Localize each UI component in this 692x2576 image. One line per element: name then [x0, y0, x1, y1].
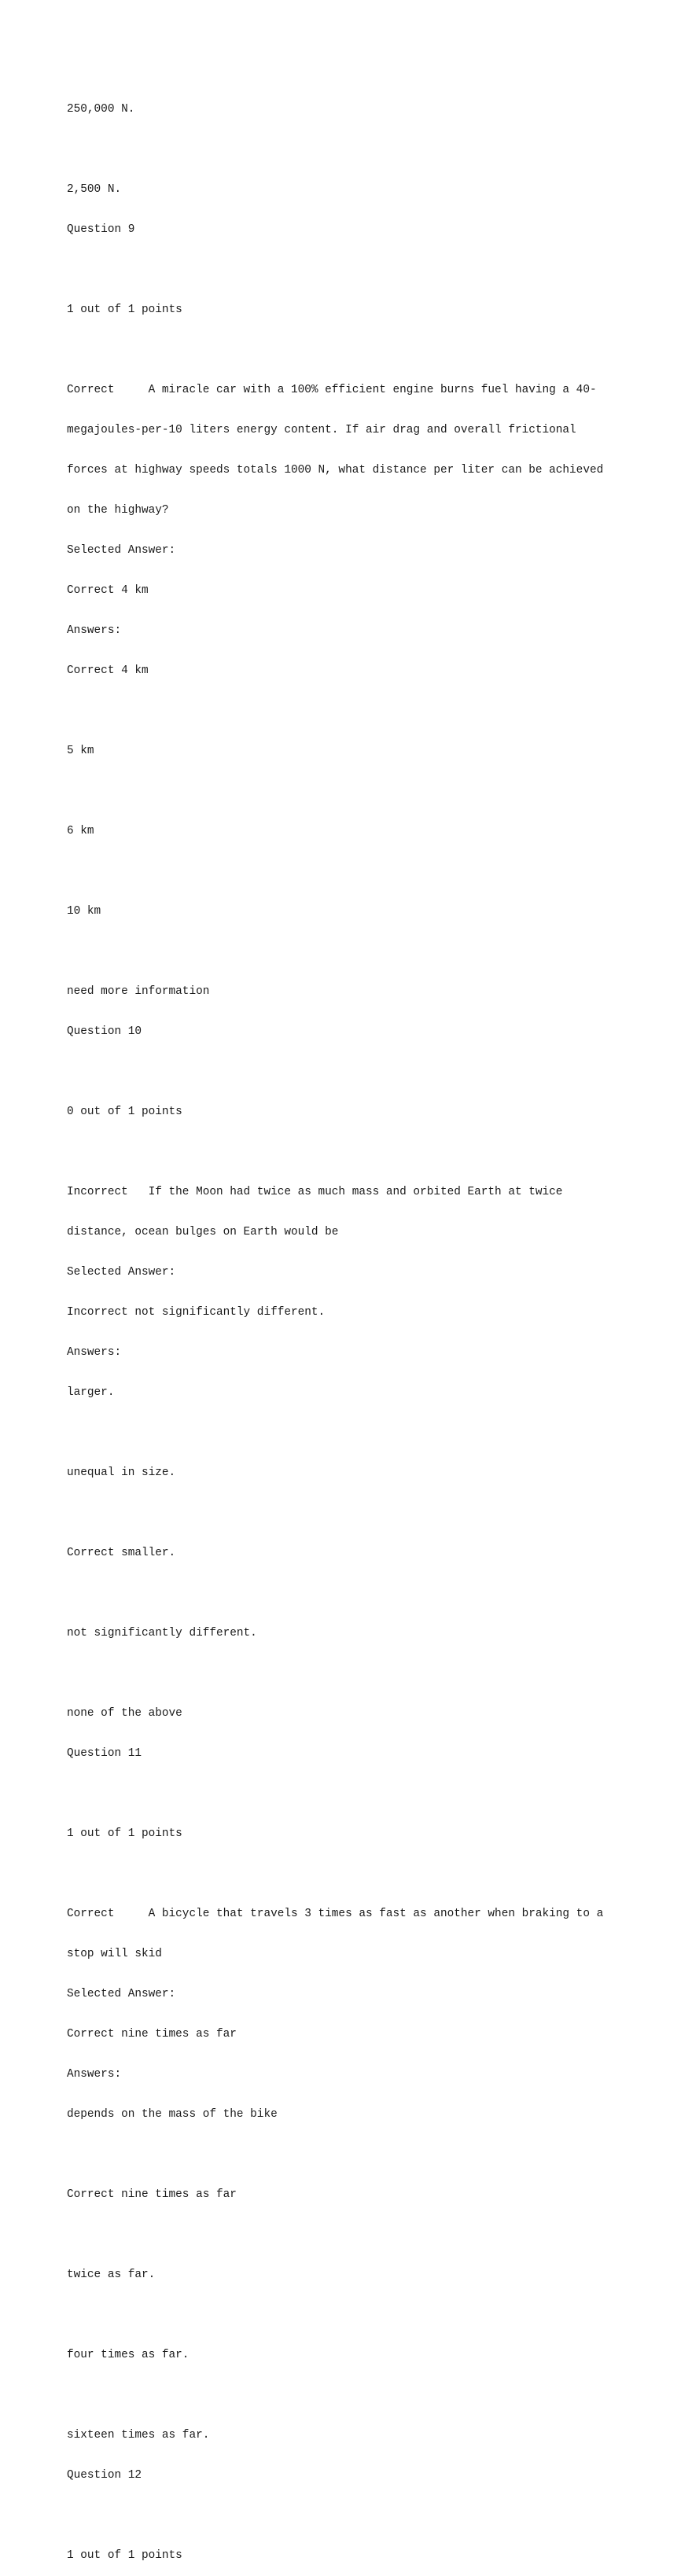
question-heading: Question 11: [67, 1747, 142, 1760]
answer-option: Correct 4 km: [67, 664, 149, 677]
answer-option: 6 km: [67, 825, 94, 837]
text-line: 250,000 N.: [67, 103, 135, 116]
selected-answer-label: Selected Answer:: [67, 1988, 176, 2000]
question-text: stop will skid: [67, 1948, 162, 1960]
selected-answer-label: Selected Answer:: [67, 1266, 176, 1279]
text-line: [67, 1667, 633, 1680]
question-text: Correct A bicycle that travels 3 times as fast as another when braking to a: [67, 1908, 604, 1920]
selected-answer: Correct nine times as far: [67, 2028, 237, 2041]
text-line: [67, 143, 633, 156]
answer-option: twice as far.: [67, 2269, 156, 2281]
points-line: 0 out of 1 points: [67, 1106, 182, 1118]
text-line: 2,500 N.: [67, 183, 122, 196]
answer-option: not significantly different.: [67, 1627, 257, 1639]
answer-option: Correct smaller.: [67, 1547, 176, 1559]
text-line: [67, 785, 633, 798]
text-line: [67, 2148, 633, 2162]
points-line: 1 out of 1 points: [67, 304, 182, 316]
question-text: Correct A miracle car with a 100% efficient engine burns fuel having a 40-: [67, 384, 597, 396]
selected-answer-label: Selected Answer:: [67, 544, 176, 557]
answer-option: depends on the mass of the bike: [67, 2108, 278, 2121]
question-text: megajoules-per-10 liters energy content. If air drag and overall frictional: [67, 424, 576, 436]
answers-label: Answers:: [67, 1346, 122, 1359]
points-line: 1 out of 1 points: [67, 2549, 182, 2562]
text-line: [67, 1787, 633, 1801]
text-line: [67, 945, 633, 959]
text-line: [67, 1868, 633, 1881]
text-line: [67, 2309, 633, 2322]
answer-option: sixteen times as far.: [67, 2429, 210, 2442]
answer-option: unequal in size.: [67, 1466, 176, 1479]
answer-option: four times as far.: [67, 2349, 190, 2361]
answer-option: 10 km: [67, 905, 101, 918]
text-line: [67, 1587, 633, 1600]
question-text: on the highway?: [67, 504, 169, 517]
question-heading: Question 10: [67, 1025, 142, 1038]
question-text: Incorrect If the Moon had twice as much mass and orbited Earth at twice: [67, 1186, 563, 1198]
question-heading: Question 9: [67, 223, 135, 236]
answer-option: Correct nine times as far: [67, 2188, 237, 2201]
text-line: [67, 1426, 633, 1440]
text-line: [67, 1065, 633, 1079]
text-line: [67, 1507, 633, 1520]
document-page: [67, 76, 633, 2576]
answer-option: none of the above: [67, 1707, 182, 1720]
text-line: [67, 344, 633, 357]
text-line: [67, 865, 633, 878]
points-line: 1 out of 1 points: [67, 1827, 182, 1840]
selected-answer: Incorrect not significantly different.: [67, 1306, 326, 1319]
question-heading: Question 12: [67, 2469, 142, 2482]
text-line: [67, 2509, 633, 2523]
answers-label: Answers:: [67, 2068, 122, 2081]
text-line: [67, 263, 633, 277]
question-text: forces at highway speeds totals 1000 N, what distance per liter can be achieved: [67, 464, 604, 477]
text-line: [67, 2389, 633, 2402]
answer-option: 5 km: [67, 745, 94, 757]
answers-label: Answers:: [67, 624, 122, 637]
selected-answer: Correct 4 km: [67, 584, 149, 597]
question-text: distance, ocean bulges on Earth would be: [67, 1226, 339, 1238]
text-line: [67, 2228, 633, 2242]
text-line: [67, 1146, 633, 1159]
answer-option: larger.: [67, 1386, 115, 1399]
text-line: [67, 705, 633, 718]
answer-option: need more information: [67, 985, 210, 998]
